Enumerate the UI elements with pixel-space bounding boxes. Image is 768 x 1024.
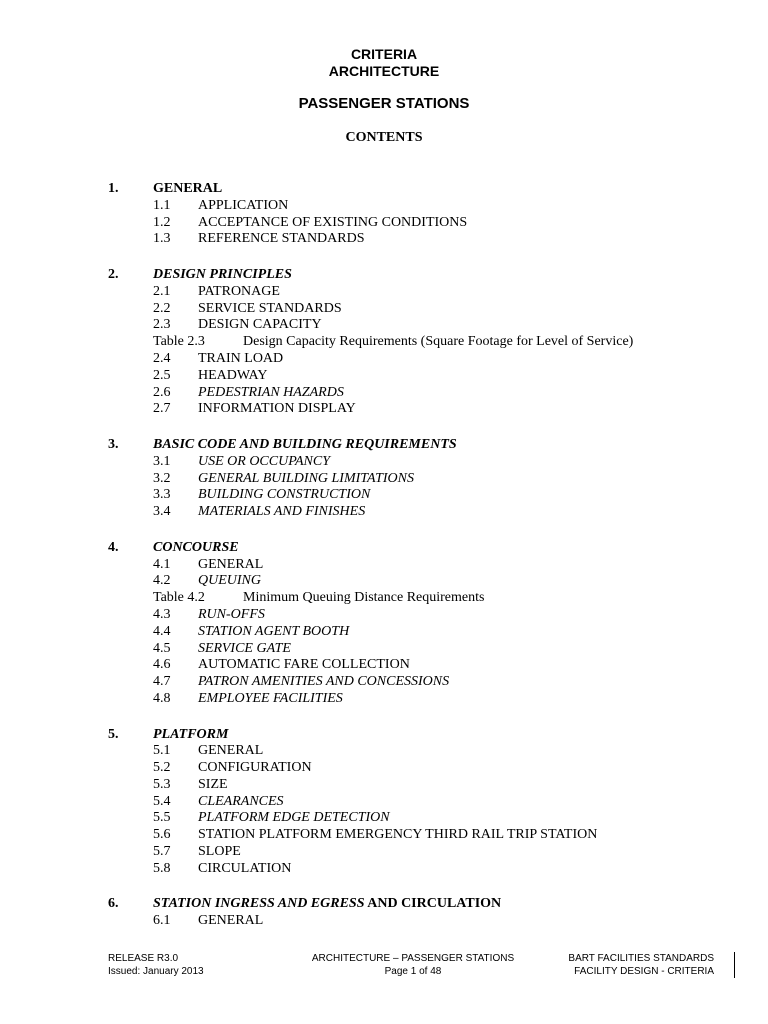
toc-section-heading xyxy=(0,437,768,454)
toc-subsection-number: 1.1 xyxy=(153,197,171,213)
header-architecture: ARCHITECTURE xyxy=(328,63,440,79)
toc-subsection xyxy=(0,284,768,301)
header-criteria: CRITERIA xyxy=(350,46,418,62)
footer-section: FACILITY DESIGN - CRITERIA xyxy=(574,966,714,977)
toc-subsection-title: SERVICE GATE xyxy=(198,640,291,656)
toc-subsection xyxy=(0,385,768,402)
toc-section-heading xyxy=(0,896,768,913)
toc-subsection-number: 1.3 xyxy=(153,231,171,247)
toc-subsection-number: 3.3 xyxy=(153,487,171,503)
toc-subsection-number: 5.6 xyxy=(153,827,171,843)
toc-subsection-number: 5.4 xyxy=(153,793,171,809)
toc-section-title xyxy=(153,181,222,198)
toc-subsection xyxy=(0,487,768,504)
toc-section xyxy=(0,540,768,708)
footer-page-number: Page 1 of 48 xyxy=(384,966,442,977)
toc-subsection-number: 1.2 xyxy=(153,214,171,230)
toc-section-title-suffix: AND CIRCULATION xyxy=(364,896,502,912)
toc-section-heading xyxy=(0,181,768,198)
toc-subsection xyxy=(0,454,768,471)
toc-subsection-title: PATRONAGE xyxy=(198,283,280,299)
toc-subsection xyxy=(0,471,768,488)
toc-subsection xyxy=(0,557,768,574)
toc-subsection-title: CLEARANCES xyxy=(198,793,284,809)
toc-subsection xyxy=(0,777,768,794)
toc-subsection-number: 4.6 xyxy=(153,657,171,673)
toc-subsection xyxy=(0,794,768,811)
toc-section-number: 6. xyxy=(108,896,119,912)
toc-subsection-title: ACCEPTANCE OF EXISTING CONDITIONS xyxy=(198,214,468,230)
toc-subsection-title: PEDESTRIAN HAZARDS xyxy=(198,384,344,400)
toc-subsection-number: 4.2 xyxy=(153,573,171,589)
footer-release: RELEASE R3.0 xyxy=(108,953,179,964)
toc-subsection xyxy=(0,844,768,861)
toc-subsection xyxy=(0,368,768,385)
footer-divider xyxy=(734,952,735,978)
toc-section-number: 1. xyxy=(108,181,119,196)
table-of-contents xyxy=(0,181,768,949)
toc-subsection-title: QUEUING xyxy=(198,573,261,589)
toc-subsection-number: 5.2 xyxy=(153,760,171,776)
toc-subsection xyxy=(0,401,768,418)
toc-subsection xyxy=(0,607,768,624)
toc-table-title: Design Capacity Requirements (Square Footage for Level of Service) xyxy=(243,334,634,350)
toc-subsection-title: RUN-OFFS xyxy=(198,606,265,622)
toc-section-number: 2. xyxy=(108,266,119,282)
toc-section-title-text: PLATFORM xyxy=(153,726,229,742)
toc-subsection xyxy=(0,351,768,368)
toc-subsection-number: 2.3 xyxy=(153,317,171,333)
toc-section-title xyxy=(153,896,501,913)
toc-subsection xyxy=(0,691,768,708)
toc-subsection-number: 3.1 xyxy=(153,453,171,469)
toc-section xyxy=(0,267,768,418)
contents-heading: CONTENTS xyxy=(345,130,423,145)
toc-subsection xyxy=(0,573,768,590)
toc-subsection-number: 6.1 xyxy=(153,913,171,929)
toc-subsection xyxy=(0,504,768,521)
toc-subsection xyxy=(0,215,768,232)
toc-table-title: Minimum Queuing Distance Requirements xyxy=(243,590,485,606)
toc-subsection-number: 5.5 xyxy=(153,810,171,826)
toc-subsection xyxy=(0,301,768,318)
toc-section-title xyxy=(153,267,292,284)
toc-subsection-title: GENERAL xyxy=(198,913,264,929)
toc-section-title-text: BASIC CODE AND BUILDING REQUIREMENTS xyxy=(153,436,457,452)
toc-subsection-title: AUTOMATIC FARE COLLECTION xyxy=(198,657,410,673)
page-title: PASSENGER STATIONS xyxy=(298,95,470,112)
toc-subsection xyxy=(0,198,768,215)
toc-section-title-text: DESIGN PRINCIPLES xyxy=(153,266,292,282)
toc-section-title-text: CONCOURSE xyxy=(153,539,239,555)
toc-subsection-number: 4.1 xyxy=(153,556,171,572)
toc-subsection-number: 2.4 xyxy=(153,350,171,366)
toc-section-title xyxy=(153,437,457,454)
toc-subsection-title: CIRCULATION xyxy=(198,860,292,876)
toc-table-number: Table 2.3 xyxy=(153,334,205,350)
toc-subsection-number: 4.4 xyxy=(153,623,171,639)
toc-section-number: 3. xyxy=(108,436,119,452)
toc-subsection-title: TRAIN LOAD xyxy=(198,350,284,366)
toc-subsection xyxy=(0,760,768,777)
toc-table-entry xyxy=(0,334,768,351)
toc-subsection xyxy=(0,827,768,844)
toc-subsection xyxy=(0,641,768,658)
toc-subsection-number: 4.8 xyxy=(153,690,171,706)
toc-subsection-number: 4.7 xyxy=(153,674,171,690)
toc-subsection-title: GENERAL BUILDING LIMITATIONS xyxy=(198,470,414,486)
toc-subsection-title: CONFIGURATION xyxy=(198,760,312,776)
toc-subsection-title: STATION AGENT BOOTH xyxy=(198,623,350,639)
toc-subsection xyxy=(0,810,768,827)
toc-subsection xyxy=(0,674,768,691)
toc-subsection-title: EMPLOYEE FACILITIES xyxy=(198,690,343,706)
toc-subsection-number: 4.5 xyxy=(153,640,171,656)
toc-subsection xyxy=(0,231,768,248)
toc-subsection-number: 2.2 xyxy=(153,300,171,316)
toc-section xyxy=(0,727,768,878)
toc-subsection-number: 2.7 xyxy=(153,401,171,417)
toc-section xyxy=(0,181,768,248)
toc-subsection-title: APPLICATION xyxy=(198,197,289,213)
toc-subsection-number: 3.2 xyxy=(153,470,171,486)
toc-section xyxy=(0,896,768,930)
footer-org: BART FACILITIES STANDARDS xyxy=(568,953,714,964)
toc-subsection xyxy=(0,624,768,641)
toc-subsection-number: 5.3 xyxy=(153,776,171,792)
toc-subsection xyxy=(0,913,768,930)
toc-subsection-title: STATION PLATFORM EMERGENCY THIRD RAIL TRIP STATION xyxy=(198,827,598,843)
toc-section-number: 5. xyxy=(108,726,119,742)
toc-section-heading xyxy=(0,267,768,284)
toc-subsection-title: DESIGN CAPACITY xyxy=(198,317,322,333)
toc-section-heading xyxy=(0,727,768,744)
toc-section-number: 4. xyxy=(108,539,119,555)
toc-section-title xyxy=(153,727,228,744)
toc-table-number: Table 4.2 xyxy=(153,590,205,606)
toc-subsection xyxy=(0,657,768,674)
toc-subsection-number: 3.4 xyxy=(153,504,171,520)
toc-subsection-title: SIZE xyxy=(198,776,228,792)
toc-subsection-number: 5.7 xyxy=(153,844,171,860)
toc-subsection-title: BUILDING CONSTRUCTION xyxy=(198,487,371,503)
toc-subsection xyxy=(0,743,768,760)
toc-subsection-title: INFORMATION DISPLAY xyxy=(198,401,356,417)
toc-subsection-number: 5.1 xyxy=(153,743,171,759)
toc-section-heading xyxy=(0,540,768,557)
toc-subsection-title: SERVICE STANDARDS xyxy=(198,300,342,316)
toc-subsection-number: 5.8 xyxy=(153,860,171,876)
toc-subsection-title: HEADWAY xyxy=(198,367,268,383)
toc-section-title xyxy=(153,540,239,557)
footer-right xyxy=(568,952,724,978)
toc-table-entry xyxy=(0,590,768,607)
toc-subsection-title: REFERENCE STANDARDS xyxy=(198,231,365,247)
footer-doc-title: ARCHITECTURE – PASSENGER STATIONS xyxy=(311,953,515,964)
toc-subsection-number: 2.6 xyxy=(153,384,171,400)
toc-subsection-number: 2.1 xyxy=(153,283,171,299)
toc-section-title-text: STATION INGRESS AND EGRESS xyxy=(153,896,365,912)
footer-issued: Issued: January 2013 xyxy=(108,966,204,977)
toc-subsection-title: MATERIALS AND FINISHES xyxy=(198,504,366,520)
toc-subsection-number: 2.5 xyxy=(153,367,171,383)
toc-subsection xyxy=(0,861,768,878)
toc-section-title-text: GENERAL xyxy=(153,181,223,196)
toc-subsection-title: SLOPE xyxy=(198,844,241,860)
toc-subsection-title: GENERAL xyxy=(198,743,264,759)
toc-subsection-title: GENERAL xyxy=(198,556,264,572)
toc-subsection-title: USE OR OCCUPANCY xyxy=(198,453,330,469)
toc-subsection-number: 4.3 xyxy=(153,606,171,622)
toc-subsection-title: PATRON AMENITIES AND CONCESSIONS xyxy=(198,674,450,690)
toc-subsection-title: PLATFORM EDGE DETECTION xyxy=(198,810,390,826)
toc-subsection xyxy=(0,317,768,334)
toc-section xyxy=(0,437,768,521)
